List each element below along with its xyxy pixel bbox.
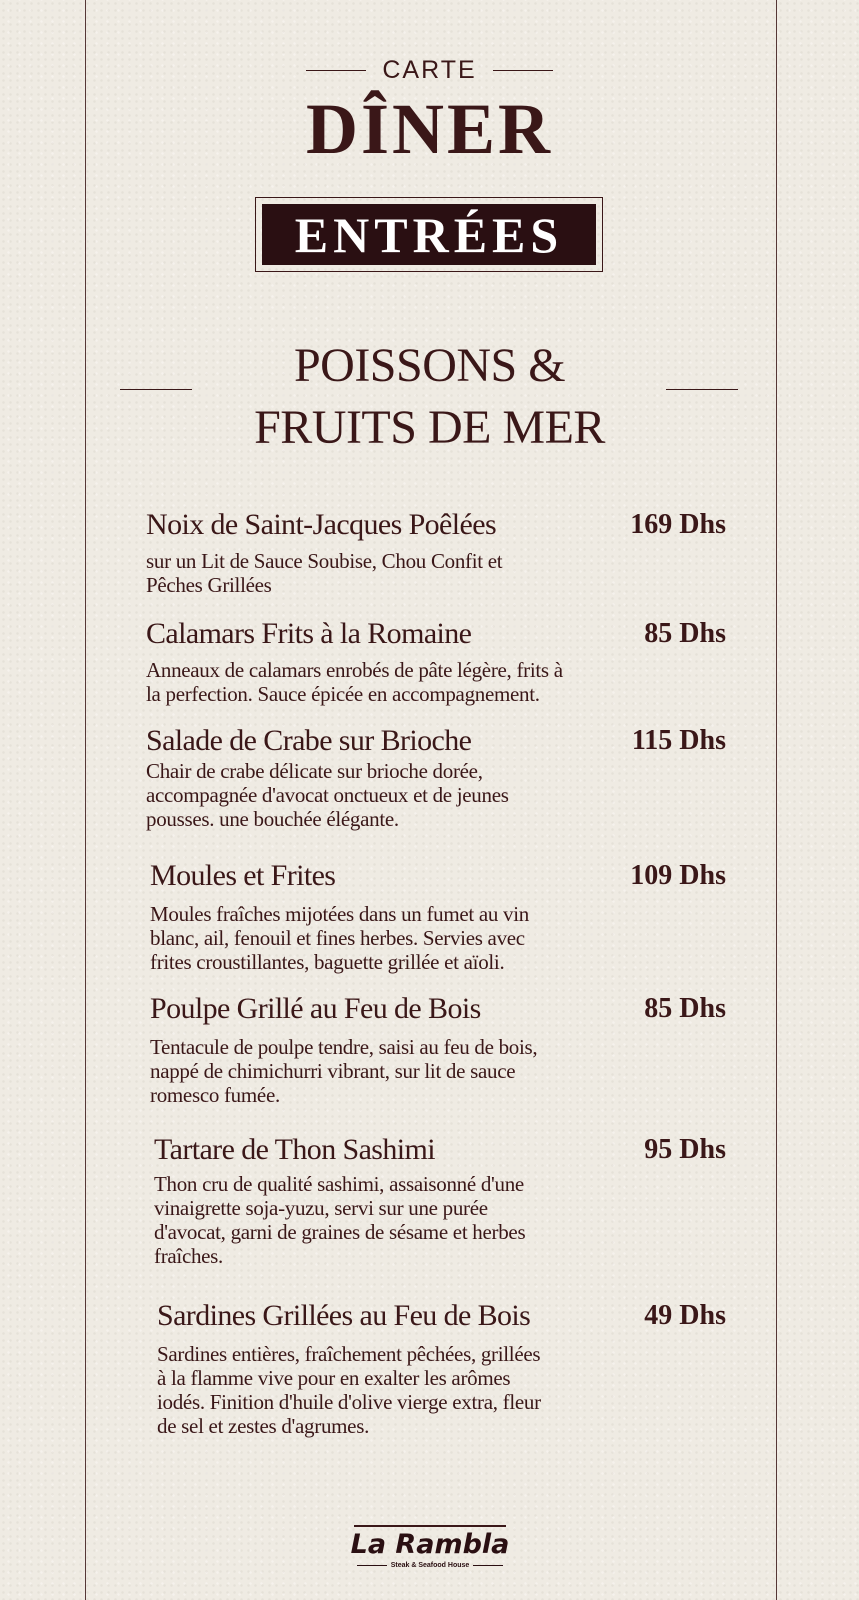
item-desc-line: iodés. Finition d'huile d'olive vierge extra, fleur — [157, 1390, 541, 1414]
item-description — [150, 902, 670, 974]
menu-item-moules — [150, 856, 726, 974]
item-desc-line: Chair de crabe délicate sur brioche dorée, — [146, 759, 483, 783]
section-title-line2: FRUITS DE MER — [254, 401, 605, 454]
item-name: Noix de Saint-Jacques Poêlées — [146, 508, 497, 541]
item-desc-line: blanc, ail, fenouil et fines herbes. Servies avec — [150, 926, 525, 950]
item-name: Salade de Crabe sur Brioche — [146, 724, 472, 757]
item-price: 115 Dhs — [631, 725, 726, 756]
item-desc-line: à la flamme vive pour en exalter les arômes — [157, 1366, 511, 1390]
logo-name: La Rambla — [350, 1529, 510, 1560]
item-desc-line: d'avocat, garni de graines de sésame et herbes — [154, 1220, 526, 1244]
item-desc-line: Thon cru de qualité sashimi, assaisonné d'une — [154, 1172, 524, 1196]
item-desc-line: vinaigrette soja-yuzu, servi sur une purée — [154, 1196, 488, 1220]
item-desc-line: accompagnée d'avocat onctueux et de jeunes — [146, 783, 509, 807]
item-desc-line: Moules fraîches mijotées dans un fumet au vin — [150, 902, 529, 926]
item-desc-line: Tentacule de poulpe tendre, saisi au feu de bois, — [150, 1035, 538, 1059]
item-description — [157, 1342, 677, 1438]
item-desc-line: frites croustillantes, baguette grillée et aïoli. — [150, 950, 505, 974]
item-name: Calamars Frits à la Romaine — [146, 617, 472, 650]
item-price: 85 Dhs — [644, 993, 726, 1024]
item-desc-line: nappé de chimichurri vibrant, sur lit de sauce — [150, 1059, 516, 1083]
logo-tagline: Steak & Seafood House — [390, 1562, 470, 1569]
item-desc-line: sur un Lit de Sauce Soubise, Chou Confit et — [146, 549, 503, 573]
left-frame-line — [85, 0, 86, 1600]
section-title-line1: POISSONS & — [293, 339, 566, 392]
logo-top-rule — [354, 1525, 506, 1527]
item-desc-line: Anneaux de calamars enrobés de pâte légère, frits à — [146, 658, 563, 682]
item-description — [150, 1035, 670, 1107]
item-price: 85 Dhs — [644, 618, 726, 649]
logo-rule-left — [357, 1565, 387, 1566]
menu-item-crabe — [146, 721, 726, 831]
item-desc-line: la perfection. Sauce épicée en accompagnement. — [146, 682, 540, 706]
carte-rule-left — [306, 70, 366, 71]
item-price: 49 Dhs — [644, 1300, 726, 1331]
menu-item-calamars — [146, 614, 726, 706]
carte-heading — [0, 52, 859, 88]
menu-item-saint-jacques — [146, 505, 726, 597]
item-name: Poulpe Grillé au Feu de Bois — [150, 992, 481, 1025]
right-frame-line — [776, 0, 777, 1600]
item-name: Moules et Frites — [150, 859, 336, 892]
menu-item-tartare — [154, 1130, 726, 1268]
item-description — [146, 549, 666, 597]
item-desc-line: de sel et zestes d'agrumes. — [157, 1414, 370, 1438]
item-desc-line: pousses. une bouchée élégante. — [146, 807, 399, 831]
item-description — [154, 1172, 674, 1268]
item-description — [146, 658, 666, 706]
item-name: Sardines Grillées au Feu de Bois — [157, 1299, 531, 1332]
logo-rule-right — [473, 1565, 503, 1566]
logo-tagline-row — [350, 1562, 510, 1569]
entrees-label: ENTRÉES — [262, 204, 596, 265]
entrees-banner — [255, 197, 603, 272]
section-title — [0, 335, 859, 459]
item-price: 109 Dhs — [630, 860, 726, 891]
item-desc-line: Pêches Grillées — [146, 573, 272, 597]
item-name: Tartare de Thon Sashimi — [154, 1133, 435, 1166]
item-desc-line: fraîches. — [154, 1244, 224, 1268]
la-rambla-logo — [350, 1525, 510, 1573]
menu-item-sardines — [157, 1296, 726, 1438]
carte-rule-right — [493, 70, 553, 71]
carte-label: CARTE — [382, 55, 477, 84]
item-price: 169 Dhs — [630, 509, 726, 540]
menu-item-poulpe — [150, 989, 726, 1107]
item-price: 95 Dhs — [644, 1134, 726, 1165]
item-description — [146, 759, 666, 831]
item-desc-line: Sardines entières, fraîchement pêchées, grillées — [157, 1342, 541, 1366]
item-desc-line: romesco fumée. — [150, 1083, 280, 1107]
diner-title: DÎNER — [305, 89, 554, 169]
